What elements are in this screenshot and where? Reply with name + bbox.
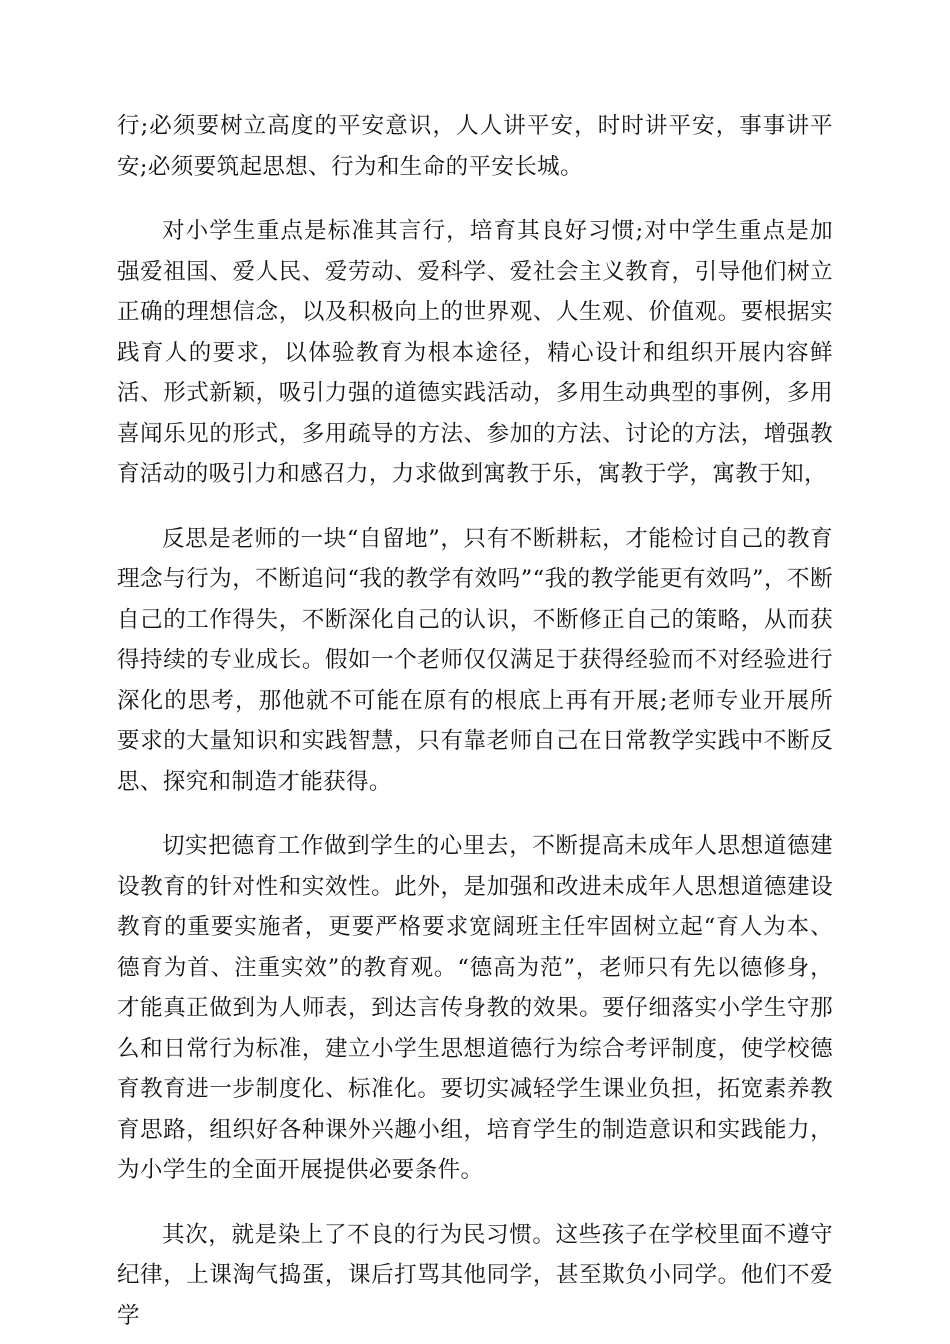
paragraph-1: 行;必须要树立高度的平安意识，人人讲平安，时时讲平安，事事讲平安;必须要筑起思想、行为和生命的平安长城。: [117, 113, 833, 180]
paragraph-3: 反思是老师的一块“自留地”，只有不断耕耘，才能检讨自己的教育理念与行为，不断追问“我的教学有效吗”“我的教学能更有效吗”，不断自己的工作得失，不断深化自己的认识，不断修正自己的策略，从而获得持续的专业成长。假如一个老师仅仅满足于获得经验而不对经验进行深化的思考，那他就不可能在原有的根底上再有开展;老师专业开展所要求的大量知识和实践智慧，只有靠老师自己在日常教学实践中不断反思、探究和制造才能获得。: [117, 525, 833, 795]
paragraph-5: 其次，就是染上了不良的行为民习惯。这些孩子在学校里面不遵守纪律，上课淘气捣蛋，课后打骂其他同学，甚至欺负小同学。他们不爱学: [117, 1221, 833, 1329]
document-body: [117, 106, 833, 1336]
paragraph-2: 对小学生重点是标准其言行，培育其良好习惯;对中学生重点是加强爱祖国、爱人民、爱劳动、爱科学、爱社会主义教育，引导他们树立正确的理想信念，以及积极向上的世界观、人生观、价值观。要根据实践育人的要求，以体验教育为根本途径，精心设计和组织开展内容鲜活、形式新颖，吸引力强的道德实践活动，多用生动典型的事例，多用喜闻乐见的形式，多用疏导的方法、参加的方法、讨论的方法，增强教育活动的吸引力和感召力，力求做到寓教于乐，寓教于学，寓教于知，: [117, 218, 833, 487]
paragraph-4: 切实把德育工作做到学生的心里去，不断提高未成年人思想道德建设教育的针对性和实效性。此外，是加强和改进未成年人思想道德建设教育的重要实施者，更要严格要求宽阔班主任牢固树立起“育人为本、德育为首、注重实效”的教育观。“德高为范”，老师只有先以德修身，才能真正做到为人师表，到达言传身教的效果。要仔细落实小学生守那么和日常行为标准，建立小学生思想道德行为综合考评制度，使学校德育教育进一步制度化、标准化。要切实减轻学生课业负担，拓宽素养教育思路，组织好各种课外兴趣小组，培育学生的制造意识和实践能力，为小学生的全面开展提供必要条件。: [117, 833, 833, 1183]
